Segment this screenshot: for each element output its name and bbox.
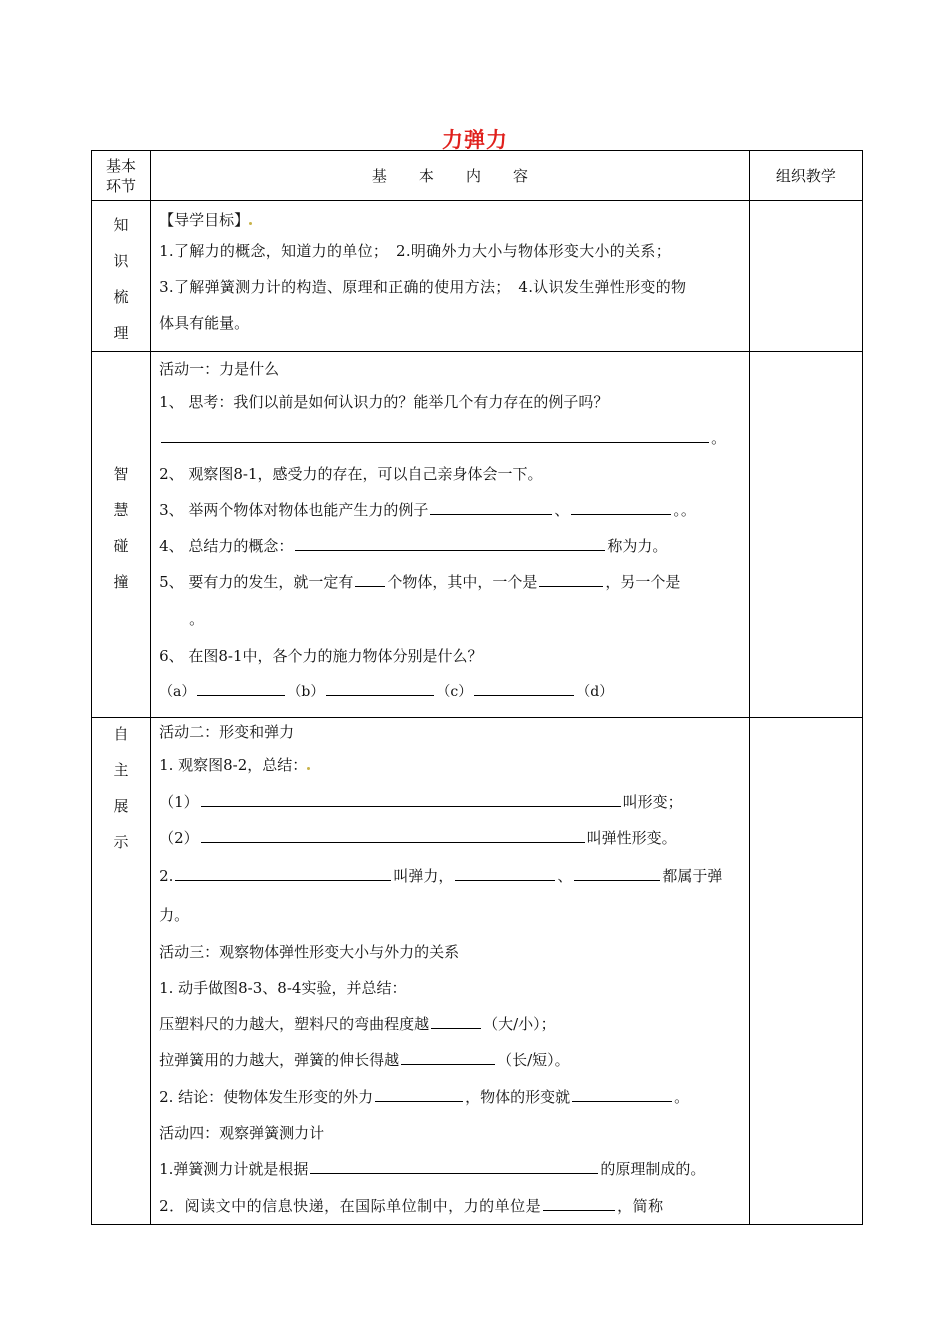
header-org: 组织教学: [749, 151, 862, 201]
question-line: 压塑料尺的力越大，塑料尺的弯曲程度越 （大/小）；: [159, 1015, 556, 1033]
question-line: 1.弹簧测力计就是根据 的原理制成的。: [159, 1160, 706, 1178]
stage-label-knowledge: 知 识 梳 理: [92, 201, 151, 352]
question-line: 拉弹簧用的力越大，弹簧的伸长得越 （长/短）。: [159, 1051, 570, 1069]
question-line: 3、 举两个物体对物体也能产生力的例子 、 。。: [159, 501, 696, 519]
goal-line: 1.了解力的概念，知道力的单位； 2.明确外力大小与物体形变大小的关系；: [159, 242, 671, 260]
question-line: 力。: [159, 906, 190, 924]
lesson-table: [91, 150, 863, 1225]
question-line: 1、 思考：我们以前是如何认识力的？能举几个有力存在的例子吗？: [159, 393, 609, 411]
content-wisdom: [151, 352, 750, 718]
activity-title: 活动一：力是什么: [159, 360, 280, 378]
question-line: 2．阅读文中的信息快递，在国际单位制中，力的单位是 ，简称: [159, 1197, 664, 1215]
content-knowledge: [151, 201, 750, 352]
org-cell: [749, 352, 862, 718]
question-line: 2. 叫弹力， 、 都属于弹: [159, 867, 723, 885]
section-row-display: [92, 718, 863, 1225]
activity-title: 活动二：形变和弹力: [159, 723, 295, 741]
question-line: 4、 总结力的概念： 称为力。: [159, 537, 668, 555]
activity-title: 活动四：观察弹簧测力计: [159, 1124, 325, 1142]
answer-line: （a） （b） （c） （d）: [159, 684, 614, 700]
org-cell: [749, 201, 862, 352]
header-content: 基 本 内 容: [151, 151, 750, 201]
question-line: 2. 结论：使物体发生形变的外力 ，物体的形变就 。: [159, 1088, 690, 1106]
section-row-knowledge: [92, 201, 863, 352]
header-stage: 基本环节: [92, 151, 151, 201]
stage-label-display: 自 主 展 示: [92, 718, 151, 1225]
stage-label-wisdom: 智 慧 碰 撞: [92, 352, 151, 718]
goals-heading: 【导学目标】: [159, 207, 743, 233]
page-title: 力弹力: [442, 128, 508, 152]
question-line: 5、 要有力的发生，就一定有 个物体，其中，一个是 ，另一个是: [159, 573, 681, 591]
org-cell: [749, 718, 862, 1225]
question-line: 6、 在图8-1中，各个力的施力物体分别是什么？: [159, 647, 483, 665]
question-line: 1. 观察图8-2，总结：: [159, 746, 743, 784]
goal-line: 3.了解弹簧测力计的构造、原理和正确的使用方法； 4.认识发生弹性形变的物: [159, 278, 687, 296]
question-line: 1. 动手做图8-3、8-4实验，并总结：: [159, 979, 407, 997]
question-line: （1） 叫形变；: [159, 793, 683, 811]
question-line: 。: [189, 610, 205, 628]
header-row: [92, 151, 863, 201]
goal-line: 体具有能量。: [159, 314, 250, 332]
question-line: 。: [159, 420, 743, 456]
content-display: [151, 718, 750, 1225]
question-line: （2） 叫弹性形变。: [159, 829, 677, 847]
activity-title: 活动三：观察物体弹性形变大小与外力的关系: [159, 943, 460, 961]
section-row-wisdom: [92, 352, 863, 718]
question-line: 2、 观察图8-1，感受力的存在，可以自己亲身体会一下。: [159, 465, 543, 483]
